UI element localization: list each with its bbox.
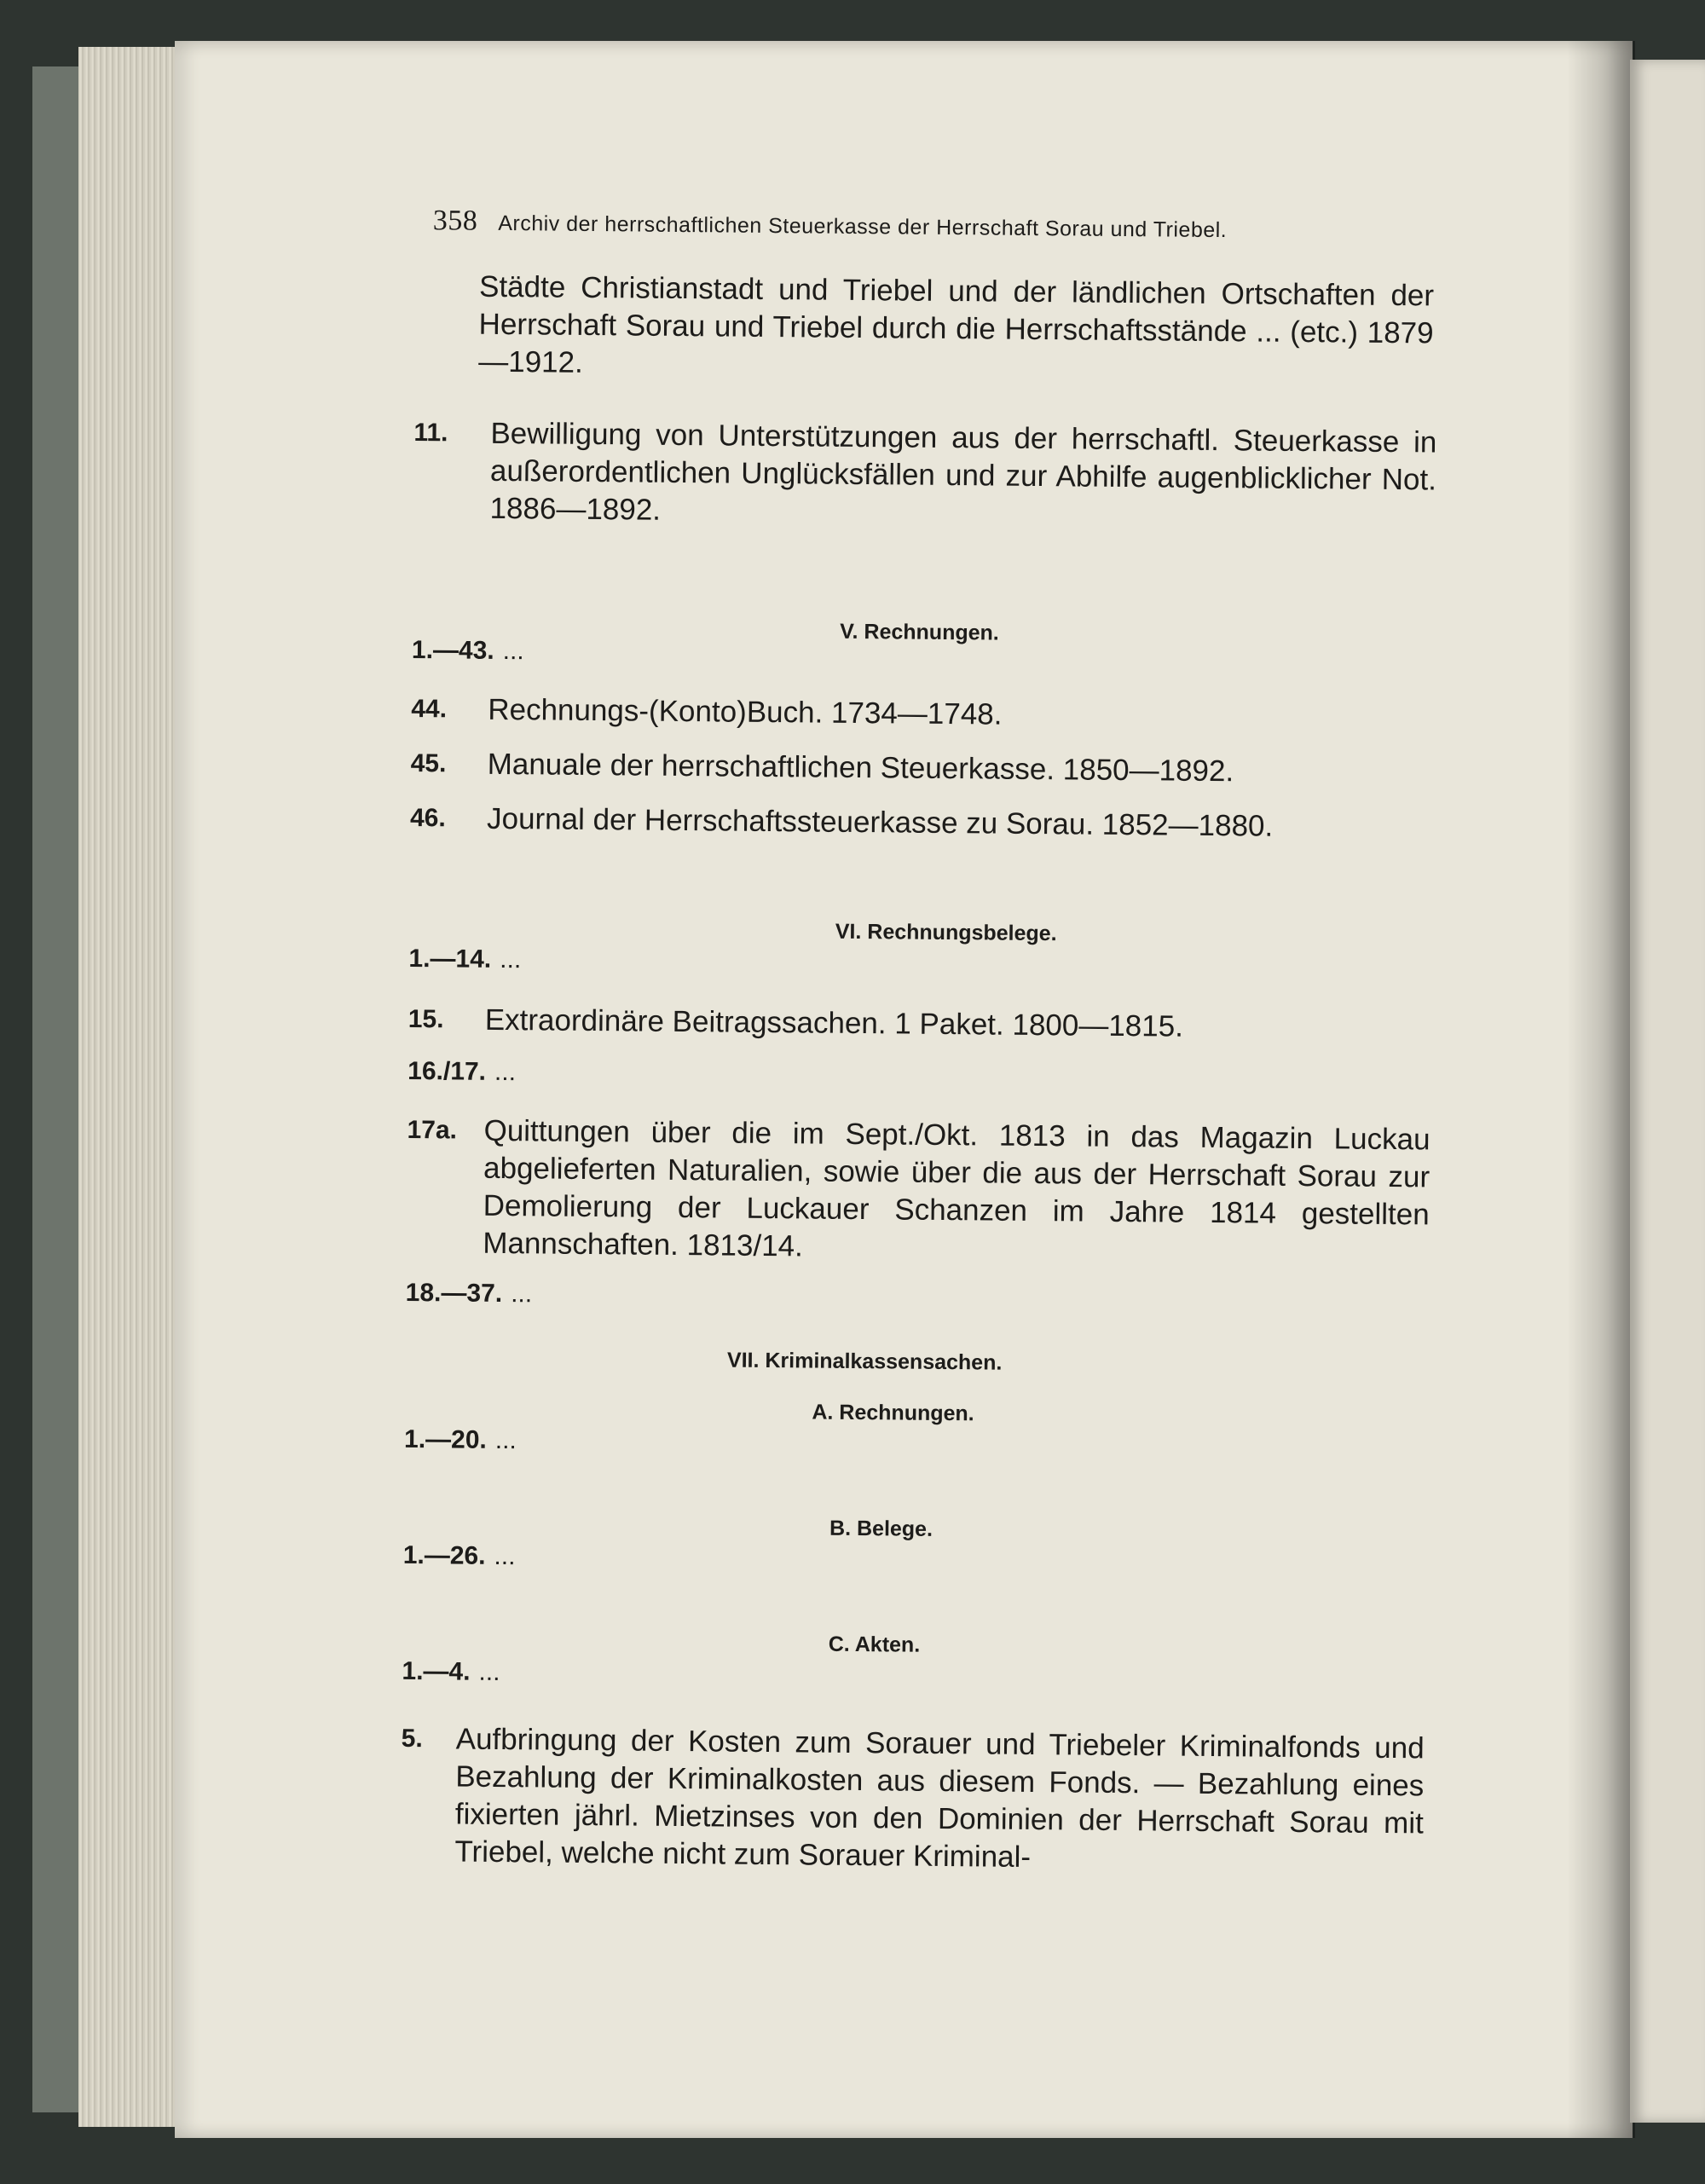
entry-text: Quittungen über die im Sept./Okt. 1813 in das Magazin Luckau abgelieferten Naturalien, sowie über die aus der Herrschaft Sorau zur Demolierung der Luckauer Schanzen im Jahre 1814 gestellten Mannschaften. 1813/14. [483,1113,1430,1263]
range-label: 1.—26. [402,1540,486,1570]
entry-number: 45. [410,748,447,778]
ellipsis: ... [502,637,524,666]
entry-number: 11. [413,418,448,448]
entry-text: Rechnungs-(Konto)Buch. 1734—1748. [488,692,1003,731]
entry-number: 15. [407,1004,444,1034]
entry-5 [400,1720,1425,1881]
range-label: 1.—20. [403,1424,487,1454]
entry-range [412,636,524,666]
entry-text: Journal der Herrschaftssteuerkasse zu Sorau. 1852—1880. [486,801,1274,843]
subsection-heading-c: C. Akten. [828,1632,921,1657]
entry-range [407,1057,516,1087]
page-block-edges [78,47,189,2127]
ellipsis: ... [494,1541,516,1571]
ellipsis: ... [478,1657,500,1687]
range-label: 1.—43. [411,635,494,665]
ellipsis: ... [494,1425,517,1455]
section-heading-v: V. Rechnungen. [840,619,999,645]
ellipsis: ... [511,1280,533,1309]
ellipsis: ... [494,1057,517,1087]
entry-number: 46. [409,803,446,833]
entry-17a [406,1112,1430,1272]
subsection-heading-b: B. Belege. [829,1516,933,1541]
entry-range [408,945,521,974]
entry-range [406,1279,533,1309]
entry-number: 17a. [407,1115,458,1145]
entry-text: Extraordinäre Beitragssachen. 1 Paket. 1800—1815. [484,1002,1184,1043]
entry-range [404,1425,517,1455]
facing-page-edge [1630,60,1705,2123]
entry-range [402,1657,500,1687]
range-label: 16./17. [407,1056,487,1086]
entry-range [403,1541,516,1571]
continuation-paragraph: Städte Christianstadt und Triebel und der ländlichen Ortschaften der Herrschaft Sorau und Triebel durch die Herrschaftsstände ... (etc.) 1879—1912. [478,269,1435,379]
entry-number: 44. [411,694,448,724]
range-label: 1.—4. [402,1656,471,1686]
entry-text: Bewilligung von Unterstützungen aus der herrschaftl. Steuerkasse in außerordentlichen Unglücksfällen und zur Abhilfe augenblicklicher Not. 1886—1892. [489,416,1437,527]
running-head-title: Archiv der herrschaftlichen Steuerkasse der Herrschaft Sorau und Triebel. [498,211,1228,243]
range-label: 18.—37. [405,1278,503,1309]
page-number: 358 [432,205,478,237]
ellipsis: ... [500,945,522,974]
subsection-heading-a: A. Rechnungen. [812,1400,974,1426]
section-heading-vi: VI. Rechnungsbelege. [835,919,1057,946]
entry-text: Manuale der herrschaftlichen Steuerkasse. 1850—1892. [487,747,1234,789]
entry-number: 5. [401,1724,423,1754]
range-label: 1.—14. [408,944,492,974]
entry-text: Aufbringung der Kosten zum Sorauer und Triebeler Kriminalfonds und Bezahlung der Kriminalkosten aus diesem Fonds. — Bezahlung eines fixierten jährl. Mietzinses von den Dominien der Herrschaft Sorau mit Triebel, welche nicht zum Sorauer Kriminal- [454,1722,1425,1875]
section-heading-vii: VII. Kriminalkassensachen. [726,1348,1003,1375]
entry-11 [413,414,1436,537]
page-gutter-shadow [1567,41,1635,2138]
